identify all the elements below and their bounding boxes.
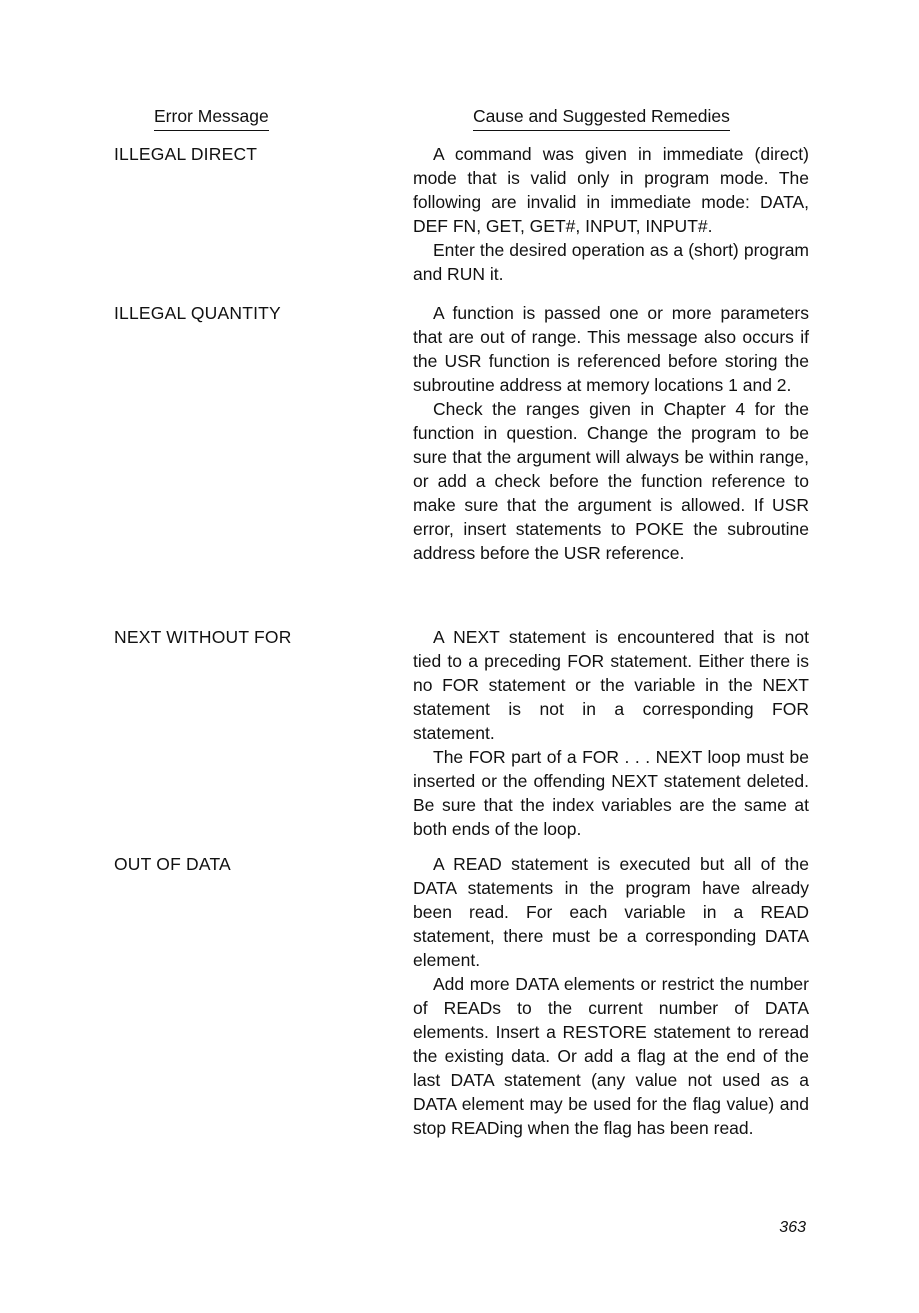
error-description (413, 852, 809, 1140)
page-number: 363 (779, 1219, 806, 1236)
remedy-paragraph: Add more DATA elements or restrict the number of READs to the current number of DATA elements. Insert a RESTORE statement to reread the existing data. Or add a flag at the end of the last DATA statement (any value not used as a DATA element may be used for the flag value) and stop READing when the flag has been read. (413, 974, 809, 1138)
remedy-paragraph: The FOR part of a FOR . . . NEXT loop must be inserted or the offending NEXT statement deleted. Be sure that the index variables are the same at both ends of the loop. (413, 747, 809, 839)
remedy-paragraph: Check the ranges given in Chapter 4 for the function in question. Change the program to be sure that the argument will always be within range, or add a check before the function reference to make sure that the argument is allowed. If USR error, insert statements to POKE the subroutine address before the USR reference. (413, 399, 809, 563)
cause-paragraph: A function is passed one or more parameters that are out of range. This message also occurs if the USR function is referenced before storing the subroutine address at memory locations 1 and 2. (413, 303, 809, 395)
column-header-error-message: Error Message (154, 104, 269, 131)
error-description (413, 142, 809, 286)
error-name: ILLEGAL QUANTITY (114, 303, 281, 323)
remedy-paragraph: Enter the desired operation as a (short) program and RUN it. (413, 240, 809, 284)
cause-paragraph: A command was given in immediate (direct) mode that is valid only in program mode. The following are invalid in immediate mode: DATA, DEF FN, GET, GET#, INPUT, INPUT#. (413, 144, 809, 236)
error-name: NEXT WITHOUT FOR (114, 627, 292, 647)
cause-paragraph: A READ statement is executed but all of the DATA statements in the program have already been read. For each variable in a READ statement, there must be a corresponding DATA element. (413, 854, 809, 970)
error-description (413, 625, 809, 841)
error-name: ILLEGAL DIRECT (114, 144, 258, 164)
column-header-cause-remedies: Cause and Suggested Remedies (473, 104, 730, 131)
error-name: OUT OF DATA (114, 854, 231, 874)
cause-paragraph: A NEXT statement is encountered that is not tied to a preceding FOR statement. Either there is no FOR statement or the variable in the NEXT statement is not in a corresponding FOR statement. (413, 627, 809, 743)
error-description (413, 301, 809, 565)
